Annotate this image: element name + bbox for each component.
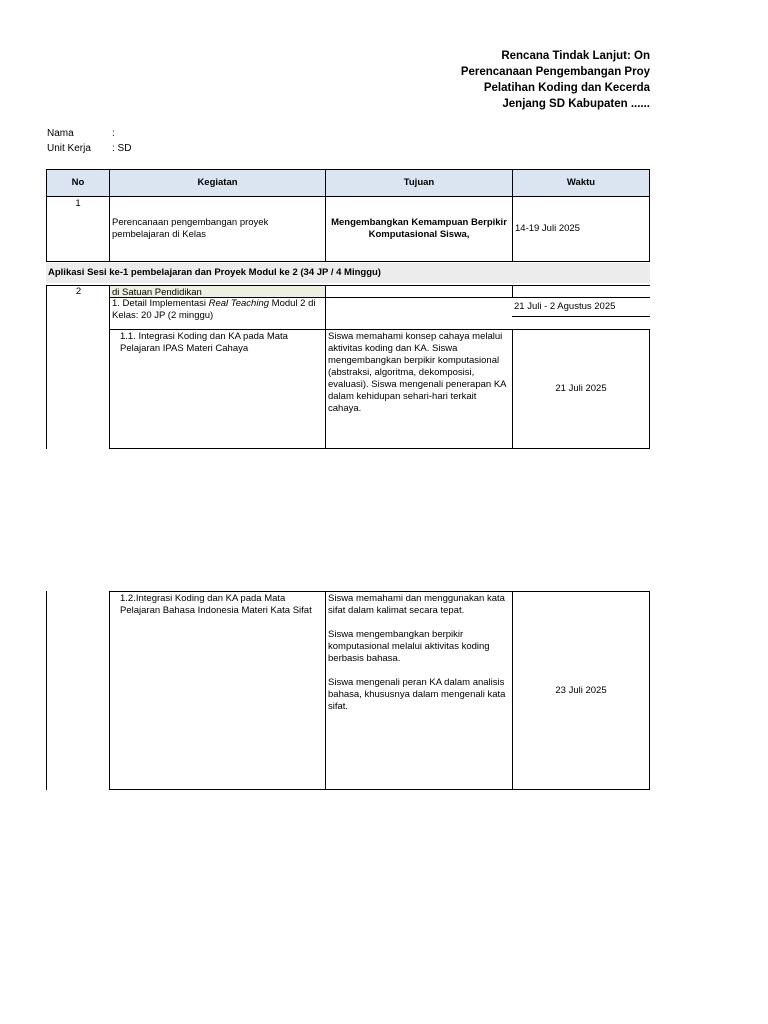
column-header-tujuan: Tujuan xyxy=(325,169,513,197)
row2-1-kegiatan: 1.1. Integrasi Koding dan KA pada Mata Pelajaran IPAS Materi Cahaya xyxy=(109,329,326,449)
section-title-text: Aplikasi Sesi ke-1 pembelajaran dan Proyek Modul ke 2 (34 JP / 4 Minggu) xyxy=(48,267,381,278)
row2-no xyxy=(46,285,110,449)
title-line-2: Perencanaan Pengembangan Proy xyxy=(460,66,650,78)
row2-kegiatan: di Satuan Pendidikan xyxy=(109,285,326,298)
row2-2-tujuan-paragraph-2: Siswa mengembangkan berpikir komputasional melalui aktivitas koding berbasis bahasa. xyxy=(328,629,490,664)
row1-no: 1 xyxy=(46,196,110,262)
section-title xyxy=(46,263,650,283)
row2-2-kegiatan: 1.2.Integrasi Koding dan KA pada Mata Pelajaran Bahasa Indonesia Materi Kata Sifat xyxy=(109,591,326,790)
row2-detail-prefix: 1. Detail Implementasi xyxy=(112,298,209,309)
row2-detail-kegiatan xyxy=(109,297,326,330)
column-header-no: No xyxy=(46,169,110,197)
row2-2-no-empty xyxy=(46,591,110,790)
row2-1-waktu: 21 Juli 2025 xyxy=(512,329,650,449)
nama-value: : xyxy=(112,128,115,139)
row2-1-tujuan: Siswa memahami konsep cahaya melalui aktivitas koding dan KA. Siswa mengembangkan berpikir komputasional (abstraksi, algoritma, dekomposisi, evaluasi). Siswa mengenali penerapan KA dalam kehidupan sehari-hari terkait cahaya. xyxy=(325,329,513,449)
row2-2-tujuan xyxy=(325,591,513,790)
nama-label: Nama xyxy=(47,128,74,139)
row2-2-waktu: 23 Juli 2025 xyxy=(512,591,650,790)
unit-kerja-value: : SD xyxy=(112,143,132,154)
row2-tujuan-empty xyxy=(325,285,513,298)
row2-detail-waktu: 21 Juli - 2 Agustus 2025 xyxy=(512,297,650,317)
unit-kerja-label: Unit Kerja xyxy=(47,143,91,154)
title-line-1: Rencana Tindak Lanjut: On xyxy=(501,50,650,62)
row1-waktu: 14-19 Juli 2025 xyxy=(512,196,650,262)
column-header-waktu: Waktu xyxy=(512,169,650,197)
row2-2-tujuan-paragraph-1: Siswa memahami dan menggunakan kata sifat dalam kalimat secara tepat. xyxy=(328,593,505,616)
row2-detail-italic: Real Teaching xyxy=(208,298,270,309)
row1-kegiatan: Perencanaan pengembangan proyek pembelajaran di Kelas xyxy=(109,196,326,262)
row1-tujuan: Mengembangkan Kemampuan Berpikir Komputasional Siswa, xyxy=(325,196,513,262)
row2-detail-suffix: Modul 2 di Kelas: 20 JP (2 minggu) xyxy=(112,298,316,321)
row2-2-tujuan-paragraph-3: Siswa mengenali peran KA dalam analisis bahasa, khususnya dalam mengenali kata sifat. xyxy=(328,677,506,712)
title-line-4: Jenjang SD Kabupaten ...... xyxy=(502,98,650,110)
column-header-kegiatan: Kegiatan xyxy=(109,169,326,197)
row2-no-text: 2 xyxy=(75,286,82,297)
title-line-3: Pelatihan Koding dan Kecerda xyxy=(483,82,650,94)
